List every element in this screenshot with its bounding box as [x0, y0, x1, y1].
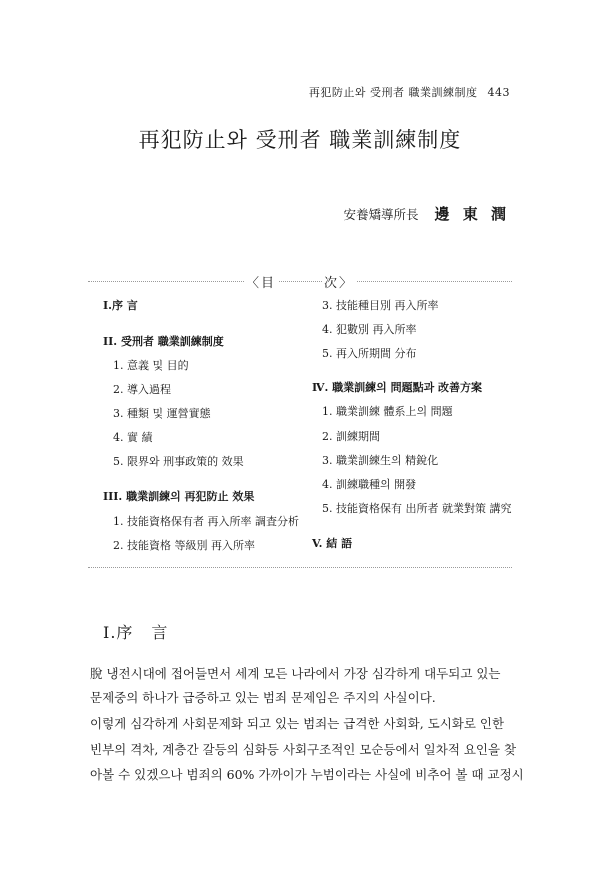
toc-entry: 4. 實 績	[113, 431, 153, 444]
body-line: 아볼 수 있겠으나 범죄의 60% 가까이가 누범이라는 사실에 비추어 볼 때 교정시	[90, 767, 524, 782]
toc-entry: 2. 導入過程	[113, 383, 171, 396]
toc-entry: 2. 技能資格 等級別 再入所率	[113, 539, 255, 552]
toc-entry: II. 受刑者 職業訓練制度	[103, 335, 224, 348]
toc-entry: III. 職業訓練의 再犯防止 效果	[103, 490, 255, 503]
running-head-title: 再犯防止와 受刑者 職業訓練制度	[308, 86, 478, 99]
body-line: 문제중의 하나가 급증하고 있는 범죄 문제임은 주지의 사실이다.	[90, 690, 436, 705]
section-heading-number: I.序	[103, 623, 134, 642]
toc-entry: I.序 言	[103, 299, 138, 312]
toc-entry: 1. 意義 및 目的	[113, 359, 189, 372]
toc-entry: 4. 訓練職種의 開發	[322, 478, 417, 491]
section-heading-word: 言	[151, 623, 169, 642]
body-line: 脫 냉전시대에 접어들면서 세계 모든 나라에서 가장 심각하게 대두되고 있는	[90, 666, 501, 681]
running-head	[309, 84, 510, 100]
toc-entry: 1. 技能資格保有者 再入所率 調査分析	[113, 515, 299, 528]
toc-heading-right: 次〉	[324, 276, 355, 291]
toc-entry: 5. 技能資格保有 出所者 就業對策 講究	[322, 502, 512, 515]
section-heading	[103, 620, 168, 643]
author-line	[344, 203, 510, 224]
toc-entry: 3. 技能種目別 再入所率	[322, 299, 439, 312]
toc-entry: 2. 訓練期間	[322, 430, 380, 443]
toc-entry: 3. 種類 및 運營實態	[113, 407, 211, 420]
toc-heading-left: 〈目	[245, 276, 276, 291]
toc-entry: 5. 再入所期間 分布	[322, 347, 417, 360]
toc-bottom-rule	[88, 567, 512, 568]
toc-heading	[0, 272, 600, 291]
article-title: 再犯防止와 受刑者 職業訓練制度	[138, 128, 462, 152]
body-line: 빈부의 격차, 계층간 갈등의 심화등 사회구조적인 모순등에서 일차적 요인을 찾	[90, 742, 517, 757]
toc-entry: 3. 職業訓練生의 精銳化	[322, 454, 439, 467]
author-affiliation: 安養矯導所長	[343, 207, 419, 222]
toc-entry: Ⅳ. 職業訓練의 問題點과 改善方案	[312, 381, 483, 394]
toc-entry: V. 結 語	[312, 537, 353, 550]
toc-entry: 5. 限界와 刑事政策的 效果	[113, 455, 244, 468]
body-line: 이렇게 심각하게 사회문제화 되고 있는 범죄는 급격한 사회화, 도시화로 인한	[90, 716, 505, 731]
author-name: 邊 東 潤	[434, 205, 510, 223]
toc-entry: 4. 犯數別 再入所率	[322, 323, 417, 336]
page-number: 443	[487, 86, 510, 99]
toc-entry: 1. 職業訓練 體系上의 問題	[322, 405, 453, 418]
